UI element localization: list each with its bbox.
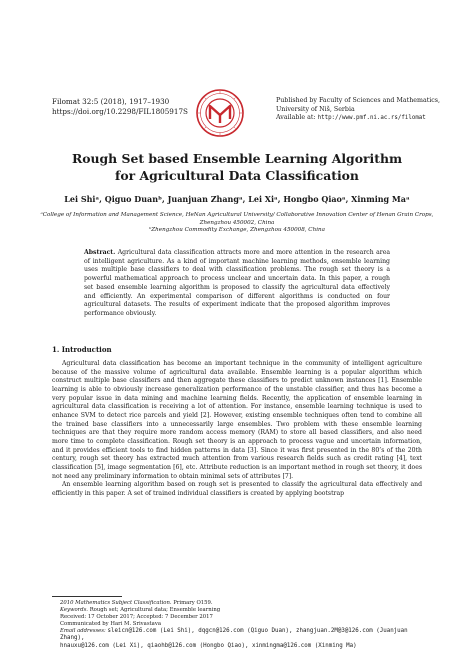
- introduction-body: [52, 360, 422, 499]
- availability-line: [276, 114, 440, 123]
- section-heading-introduction: 1. Introduction: [52, 345, 112, 354]
- journal-url-link[interactable]: http://www.pmf.ni.ac.rs/filomat: [317, 115, 426, 122]
- msc-label: 2010 Mathematics Subject Classification.: [60, 600, 172, 606]
- journal-citation: Filomat 32:5 (2018), 1917–1930: [52, 97, 170, 106]
- received-footnote: Received: 17 October 2017; Accepted: 7 December 2017: [60, 614, 213, 621]
- publisher-line-1: Published by Faculty of Sciences and Mathematics,: [276, 97, 440, 104]
- title-line-2: for Agricultural Data Classification: [115, 167, 359, 183]
- keywords-value: Rough set; Agricultural data; Ensemble learning: [89, 607, 221, 614]
- body-paragraph-2: An ensemble learning algorithm based on rough set is presented to classify the agricultural data effectively and efficiently in this paper. A set of trained individual classifiers is created by applying bootstrap: [52, 481, 422, 497]
- filomat-seal-logo: [195, 88, 245, 138]
- abstract-text: Agricultural data classification attracts more and more attention in the research area of intelligent agriculture. As a kind of important machine learning methods, ensemble learning uses multiple base classifiers to deal with classification problems. The rough set theory is a powerful mathematical approach to process unclear and uncertain data. In this paper, a rough set based ensemble learning algorithm is proposed to classify the agricultural data effectively and efficiently. An experimental comparison of different algorithms is conducted on four agricultural datasets. The results of experiment indicate that the proposed algorithm improves performance obviously.: [84, 249, 390, 317]
- affiliations: [40, 212, 434, 235]
- doi-link[interactable]: https://doi.org/10.2298/FIL1805917S: [52, 106, 188, 116]
- affiliation-b: ᵇZhengzhou Commodity Exchange, Zhengzhou 450008, China: [149, 227, 325, 234]
- email-footnote: [60, 628, 422, 642]
- abstract: [84, 249, 390, 319]
- body-paragraph-1: Agricultural data classification has become an important technique in the community of intelligent agriculture because of the massive volume of agricultural data available. Ensemble learning is a popular algorithm which construct multiple base classifiers and then aggregate these classifiers to predict unknown instances [1]. Ensemble learning is able to obviously increase generalization performance of the unstable classifier, and thus has become a very popular issue in data mining and machine learning fields. Recently, the application of ensemble learning in agricultural data classification is receiving a lot of attention. For instance, ensemble learning technique is used to enhance SVM to detect rice parcels and yield [2]. However, existing ensemble techniques often tend to combine all the trained base classifiers into a unnecessarily large ensembles. Two problem with these ensemble learning techniques are that they require more random access memory (RAM) to store all based classifiers, and also need more time to complete classification. Rough set theory is an approach to process vague and uncertain information, and it provides efficient tools to find hidden patterns in data [3]. Since it was first presented in the 80’s of the 20th century, rough set theory has extracted much attention from various research fields such as credit rating [4], text classification [5], image segmentation [6], etc. Attribute reduction is an important method in rough set theory, it does not need any preliminary information to obtain minimal sets of attributes [7].: [52, 360, 422, 480]
- author-list: Lei Shiᵃ, Qiguo Duanᵇ, Juanjuan Zhangᵃ, Lei Xiᵃ, Hongbo Qiaoᵃ, Xinming Maᵃ: [64, 194, 410, 204]
- abstract-label: Abstract.: [84, 249, 116, 256]
- keywords-footnote: [60, 607, 422, 614]
- journal-header: [52, 97, 188, 116]
- title-line-1: Rough Set based Ensemble Learning Algorithm: [71, 151, 403, 166]
- publisher-line-2: University of Niš, Serbia: [276, 105, 355, 113]
- paper-title: [40, 151, 434, 185]
- keywords-label: Keywords.: [60, 607, 88, 614]
- footnotes: [60, 600, 422, 650]
- footnote-divider: [52, 596, 122, 597]
- email-addresses-1[interactable]: sleicn@126.com (Lei Shi), dqgcn@126.com (Qiguo Duan), zhangjuan.2M@3@126.com (Juanjuan Zhang),: [60, 628, 408, 642]
- affiliation-a: ᵃCollege of Information and Management Science, HeNan Agricultural University/ Collaborative Innovation Center of Henan Grain Crops, Zhengzhou 450002, China: [40, 212, 434, 226]
- email-label: Email addresses:: [60, 628, 106, 635]
- available-label: Available at:: [276, 114, 316, 122]
- msc-footnote: [60, 600, 422, 607]
- msc-value: Primary O159.: [173, 600, 213, 606]
- communicated-footnote: Communicated by Hari M. Srivastava: [60, 621, 161, 628]
- publisher-info: [276, 97, 440, 123]
- email-addresses-2[interactable]: hnauxu@126.com (Lei Xi), qiaohb@126.com (Hongbo Qiao), xinmingma@126.com (Xinming Ma): [60, 642, 357, 649]
